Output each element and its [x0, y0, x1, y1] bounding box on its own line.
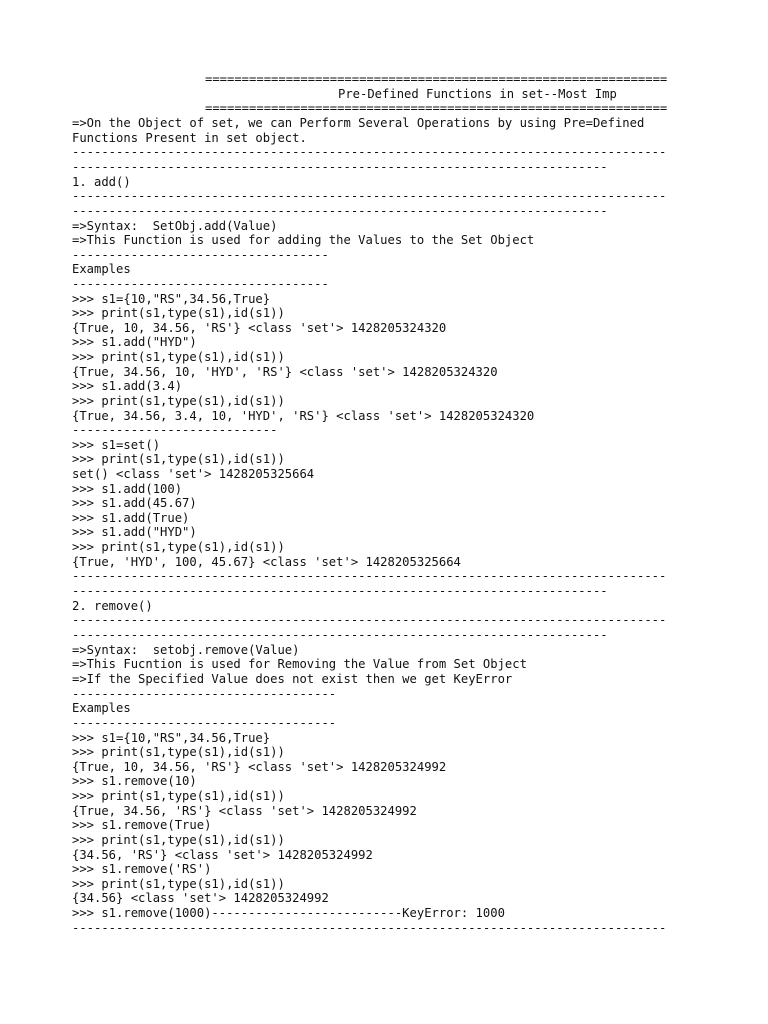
code-line: >>> s1.add("HYD"): [72, 525, 197, 539]
separator-tiny: ----------------------------: [72, 423, 278, 437]
code-line: >>> s1.remove(True): [72, 818, 212, 832]
examples-label-remove: Examples: [72, 701, 131, 715]
separator-continuation: -------------------------------------------------------------------------: [72, 584, 608, 598]
syntax-line-add: =>Syntax: SetObj.add(Value): [72, 219, 278, 233]
code-line: >>> print(s1,type(s1),id(s1)): [72, 350, 285, 364]
code-line: >>> s1.remove(10): [72, 774, 197, 788]
code-line: >>> s1.add(45.67): [72, 496, 197, 510]
code-line: >>> print(s1,type(s1),id(s1)): [72, 877, 285, 891]
code-line: {True, 34.56, 3.4, 10, 'HYD', 'RS'} <class 'set'> 1428205324320: [72, 409, 535, 423]
separator-full: ---------------------------------------------------------------------------------: [72, 189, 667, 203]
code-line: >>> print(s1,type(s1),id(s1)): [72, 540, 285, 554]
intro-line: Functions Present in set object.: [72, 131, 307, 145]
code-line: >>> s1.add(3.4): [72, 379, 183, 393]
description-line-remove: =>This Fucntion is used for Removing the Value from Set Object: [72, 657, 527, 671]
header-rule-top: ===============================================================: [205, 72, 668, 86]
code-line: >>> s1=set(): [72, 438, 161, 452]
page-title: Pre-Defined Functions in set--Most Imp: [338, 87, 617, 101]
code-line: >>> s1={10,"RS",34.56,True}: [72, 292, 271, 306]
code-line: {True, 10, 34.56, 'RS'} <class 'set'> 1428205324320: [72, 321, 447, 335]
code-line: >>> print(s1,type(s1),id(s1)): [72, 452, 285, 466]
code-line: >>> print(s1,type(s1),id(s1)): [72, 833, 285, 847]
code-line: >>> s1.add("HYD"): [72, 335, 197, 349]
separator-continuation: -------------------------------------------------------------------------: [72, 160, 608, 174]
code-line: {True, 34.56, 10, 'HYD', 'RS'} <class 'set'> 1428205324320: [72, 365, 498, 379]
separator-continuation: -------------------------------------------------------------------------: [72, 204, 608, 218]
section-heading-remove: 2. remove(): [72, 599, 153, 613]
separator-full: ---------------------------------------------------------------------------------: [72, 569, 667, 583]
section-heading-add: 1. add(): [72, 175, 131, 189]
code-line: >>> s1.remove(1000)--------------------------KeyError: 1000: [72, 906, 505, 920]
examples-label-add: Examples: [72, 262, 131, 276]
code-line: >>> s1.add(True): [72, 511, 190, 525]
code-line: {34.56} <class 'set'> 1428205324992: [72, 891, 329, 905]
code-line: >>> print(s1,type(s1),id(s1)): [72, 789, 285, 803]
code-line: {True, 'HYD', 100, 45.67} <class 'set'> 1428205325664: [72, 555, 461, 569]
code-line: >>> s1.remove('RS'): [72, 862, 212, 876]
description-line-remove: =>If the Specified Value does not exist then we get KeyError: [72, 672, 513, 686]
syntax-line-remove: =>Syntax: setobj.remove(Value): [72, 643, 300, 657]
separator-short: -----------------------------------: [72, 277, 329, 291]
code-line: >>> print(s1,type(s1),id(s1)): [72, 745, 285, 759]
separator-full: ---------------------------------------------------------------------------------: [72, 613, 667, 627]
code-line: {True, 34.56, 'RS'} <class 'set'> 1428205324992: [72, 804, 417, 818]
code-line: >>> s1.add(100): [72, 482, 183, 496]
header-rule-bottom: ===============================================================: [205, 101, 668, 115]
description-line-add: =>This Function is used for adding the Values to the Set Object: [72, 233, 535, 247]
code-line: {34.56, 'RS'} <class 'set'> 1428205324992: [72, 848, 373, 862]
code-line: >>> s1={10,"RS",34.56,True}: [72, 731, 271, 745]
code-line: >>> print(s1,type(s1),id(s1)): [72, 394, 285, 408]
code-line: >>> print(s1,type(s1),id(s1)): [72, 306, 285, 320]
separator-medium: ------------------------------------: [72, 687, 337, 701]
separator-full: ---------------------------------------------------------------------------------: [72, 921, 667, 935]
intro-line: =>On the Object of set, we can Perform Several Operations by using Pre=Defined: [72, 116, 645, 130]
separator-medium: ------------------------------------: [72, 716, 337, 730]
separator-full: ---------------------------------------------------------------------------------: [72, 145, 667, 159]
separator-continuation: -------------------------------------------------------------------------: [72, 628, 608, 642]
code-line: {True, 10, 34.56, 'RS'} <class 'set'> 1428205324992: [72, 760, 447, 774]
code-line: set() <class 'set'> 1428205325664: [72, 467, 315, 481]
separator-short: -----------------------------------: [72, 248, 329, 262]
